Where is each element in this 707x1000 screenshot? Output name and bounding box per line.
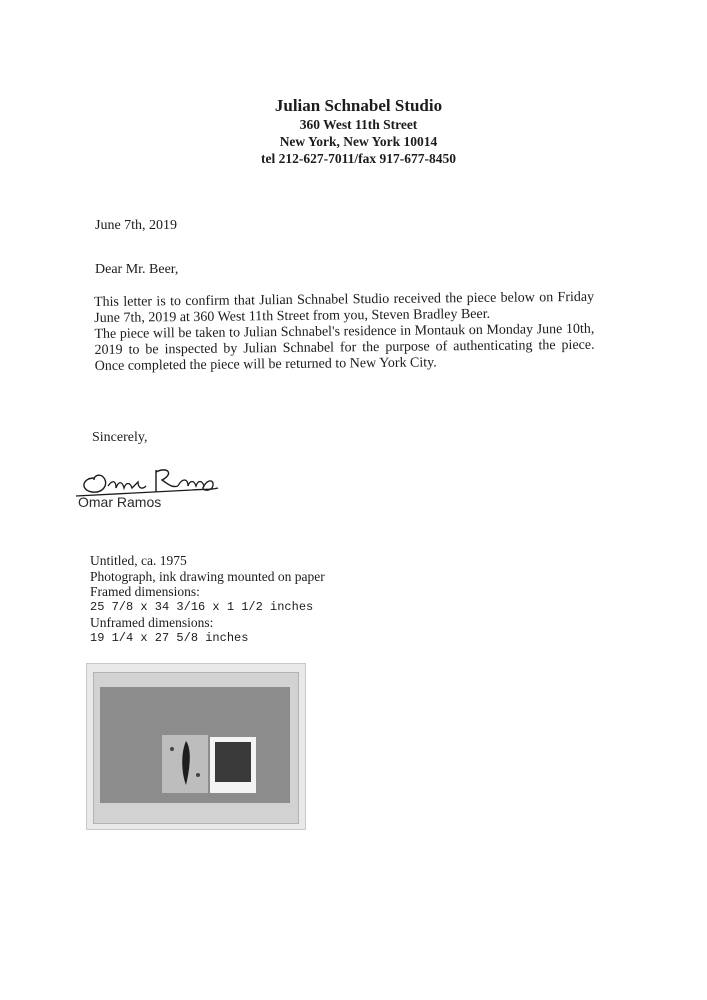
studio-street: 360 West 11th Street [299, 117, 418, 132]
artwork-photo [86, 663, 306, 830]
artwork-title: Untitled, ca. 1975 [90, 553, 187, 568]
photograph-image [215, 742, 251, 782]
photograph-print [210, 737, 256, 793]
framed-dimensions-value: 25 7/8 x 34 3/16 x 1 1/2 inches [90, 599, 314, 614]
closing: Sincerely, [92, 430, 148, 445]
artwork-medium: Photograph, ink drawing mounted on paper [90, 568, 325, 584]
studio-contact: tel 212-627-7011/fax 917-677-8450 [261, 151, 456, 166]
unframed-dimensions-label: Unframed dimensions: [90, 615, 214, 630]
salutation: Dear Mr. Beer, [95, 262, 179, 277]
artwork-frame [93, 672, 299, 824]
artwork-details [90, 553, 325, 646]
body-paragraph-2: The piece will be taken to Julian Schnabel's residence in Montauk on Monday June 10th, 2019 to be inspected by Julian Schnabel for the purpose of authenticating the piece. Once completed the piece will be returned to New York City. [94, 321, 595, 374]
body-paragraph-1: This letter is to confirm that Julian Schnabel Studio received the piece below on Friday June 7th, 2019 at 360 West 11th Street from you, Steven Bradley Beer. [94, 289, 595, 326]
studio-name: Julian Schnabel Studio [274, 96, 443, 115]
unframed-dimensions-value: 19 1/4 x 27 5/8 inches [90, 630, 249, 645]
framed-dimensions-label: Framed dimensions: [90, 584, 200, 599]
ink-drawing [162, 735, 208, 793]
signer-name: Omar Ramos [78, 494, 162, 510]
ink-drawing-marks [162, 735, 208, 793]
letter-body [94, 290, 595, 375]
letterhead [0, 96, 707, 167]
artwork-mat [100, 687, 290, 803]
studio-city: New York, New York 10014 [279, 134, 438, 149]
letter-date: June 7th, 2019 [95, 218, 178, 233]
